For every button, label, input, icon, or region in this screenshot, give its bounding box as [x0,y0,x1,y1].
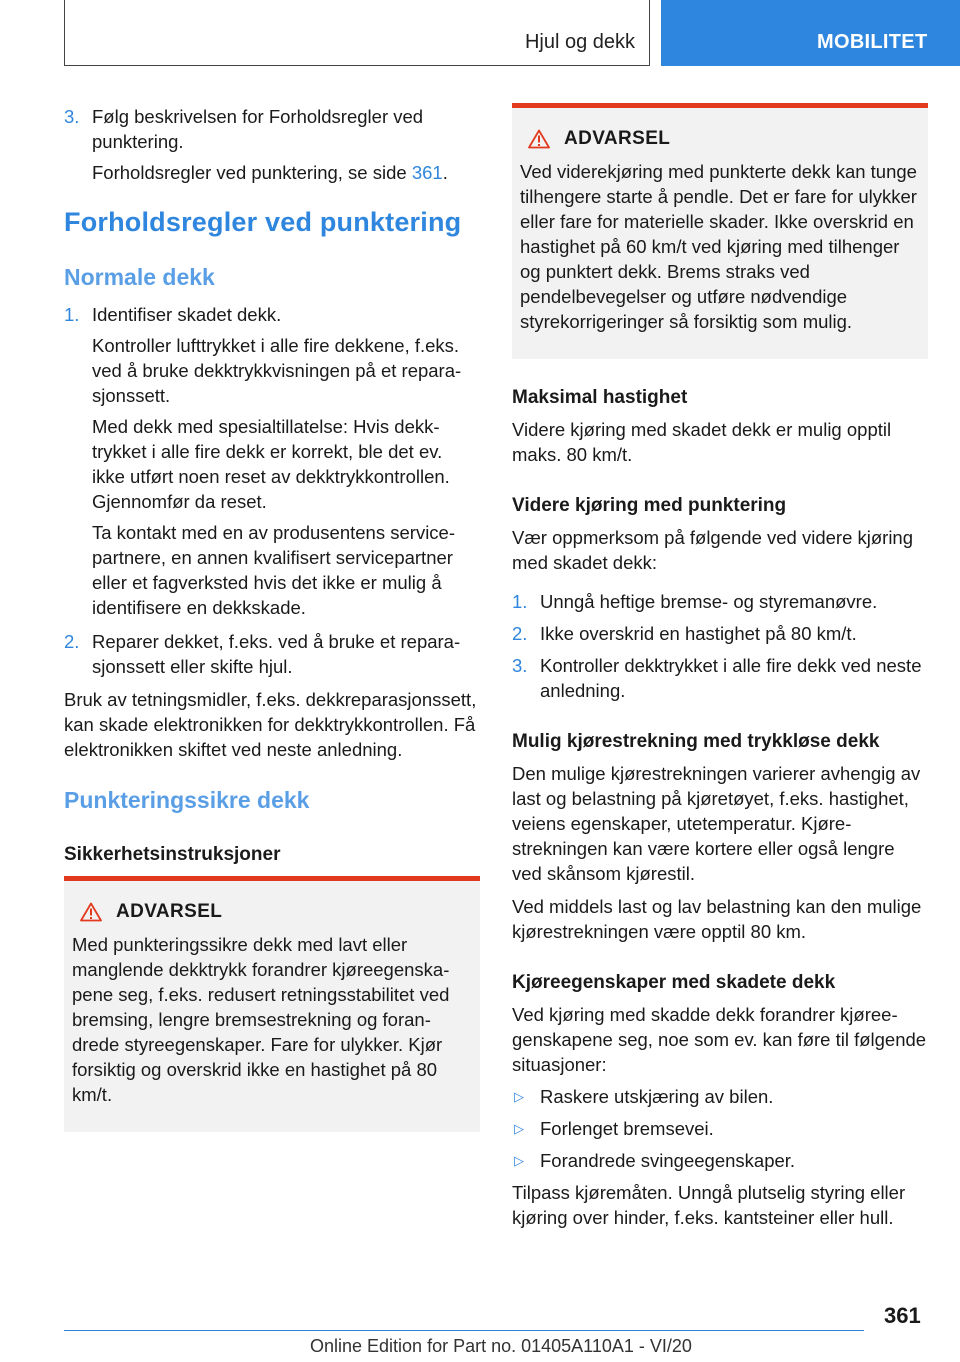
warning-label: ADVARSEL [116,901,223,922]
chapter-tab[interactable] [661,0,960,66]
item-paragraph: Med dekk med spesialtillatelse: Hvis dekktrykket i alle fire dekk er korrekt, ble det ev. ikke utført noen reset av dekktrykkontrollen. Gjennomfør da reset. [92,416,450,512]
list-item [512,589,928,614]
warning-text: Med punkteringssikre dekk med lavt eller manglende dekktrykk forandrer kjøreegenskapene seg, f.eks. redusert retningsstabilitet ved bremsing, lengre bremsestrekning og forandrede styreegenskaper. Fare for ulykker. Kjør forsiktig og overskrid ikke en hastighet på 80 km/t. [72,934,450,1105]
bullet-text: Forandrede svingeegenskaper. [540,1150,796,1171]
handling-heading: Kjøreegenskaper med skadete dekk [512,972,836,993]
safety-heading: Sikkerhetsinstruksjoner [64,844,281,865]
max-speed-heading: Maksimal hastighet [512,387,688,408]
warning-box [512,103,928,359]
section-title: Hjul og dekk [524,31,635,53]
item-number: 2. [512,623,528,644]
warning-box [64,876,480,1132]
list-item [64,302,480,620]
page-number: 361 [884,1303,921,1328]
list-item [64,629,480,679]
triangle-bullet-icon: ▷ [514,1089,524,1104]
warning-title [80,899,472,924]
item-text: Kontroller dekktrykket i alle fire dekk ved neste anledning. [540,655,922,701]
max-speed-text: Videre kjøring med skadet dekk er mulig opptil maks. 80 km/t. [512,419,892,465]
range-text: Den mulige kjørestrekningen varierer avhengig av last og belastning på kjøretøyet, f.eks. hastighet, veiens egenskaper, utetemperatur. Kjørestrekningen kan være kortere eller også lengre ved skånsom kjørestil. [512,763,921,884]
bullet-item [512,1116,928,1141]
closing-paragraph: Tilpass kjøremåten. Unngå plutselig styring eller kjøring over hinder, f.eks. kantsteiner eller hull. [512,1182,906,1228]
footer-divider [64,1330,864,1331]
list-item [512,621,928,646]
bullet-text: Forlenget bremsevei. [540,1118,714,1139]
header-frame [64,0,650,66]
warning-triangle-icon [528,129,550,149]
bullet-text: Raskere utskjæring av bilen. [540,1086,774,1107]
triangle-bullet-icon: ▷ [514,1121,524,1136]
chapter-tab-label: MOBILITET [817,31,928,53]
item-text: Ikke overskrid en hastighet på 80 km/t. [540,623,857,644]
section-heading: Forholdsregler ved punktering [64,207,462,237]
step-text: Følg beskrivelsen for Forholdsregler ved punktering. [92,106,424,152]
warning-label: ADVARSEL [564,128,671,149]
continue-driving-heading: Videre kjøring med punktering [512,495,787,516]
step-reference: Forholdsregler ved punktering, se side 361. [92,162,448,183]
item-text: Reparer dekket, f.eks. ved å bruke et reparasjonssett eller skifte hjul. [92,631,461,677]
step-3 [64,104,480,185]
warning-triangle-icon [80,902,102,922]
subsection-heading-runflat: Punkteringssikre dekk [64,787,310,813]
bullet-item [512,1084,928,1109]
body-paragraph: Bruk av tetningsmidler, f.eks. dekkreparasjonssett, kan skade elektronikken for dekktrykkontrollen. Få elektronikken skiftet ved neste anledning. [64,689,477,760]
warning-text: Ved viderekjøring med punkterte dekk kan tunge tilhengere starte å pendle. Det er fare for ulykker eller fare for materielle skader. Ikke overskrid en hastighet på 60 km/t ved kjøring med tilhenger og punktert dekk. Brems straks ved pendelbevegelser og utføre nødvendige styrekorrigeringer så forsiktig som mulig. [520,161,917,332]
range-text-2: Ved middels last og lav belastning kan den mulige kjørestrekningen være opptil 80 km. [512,896,922,942]
item-number: 3. [512,655,528,676]
footer-edition: Online Edition for Part no. 01405A110A1 - VI/20 [310,1336,692,1356]
item-text: Unngå heftige bremse- og styremanøvre. [540,591,878,612]
handling-text: Ved kjøring med skadde dekk forandrer kjøreegenskapene seg, noe som ev. kan føre til følgende situasjoner: [512,1004,927,1075]
subsection-heading-normal: Normale dekk [64,264,215,290]
list-item [512,653,928,703]
item-paragraph: Kontroller lufttrykket i alle fire dekkene, f.eks. ved å bruke dekktrykkvisningen på et reparasjonssett. [92,335,462,406]
item-text: Identifiser skadet dekk. [92,304,282,325]
bullet-item [512,1148,928,1173]
item-number: 1. [64,304,80,325]
step-number: 3. [64,106,80,127]
warning-title [528,126,920,151]
triangle-bullet-icon: ▷ [514,1153,524,1168]
page-link[interactable]: 361 [411,162,443,183]
continue-driving-text: Vær oppmerksom på følgende ved videre kjøring med skadet dekk: [512,527,914,573]
item-number: 1. [512,591,528,612]
item-paragraph: Ta kontakt med en av produsentens servicepartnere, en annen kvalifisert servicepartner eller et fagverksted hvis det ikke er mulig å identifisere en dekkskade. [92,522,456,618]
range-heading: Mulig kjørestrekning med trykkløse dekk [512,731,880,752]
item-number: 2. [64,631,80,652]
